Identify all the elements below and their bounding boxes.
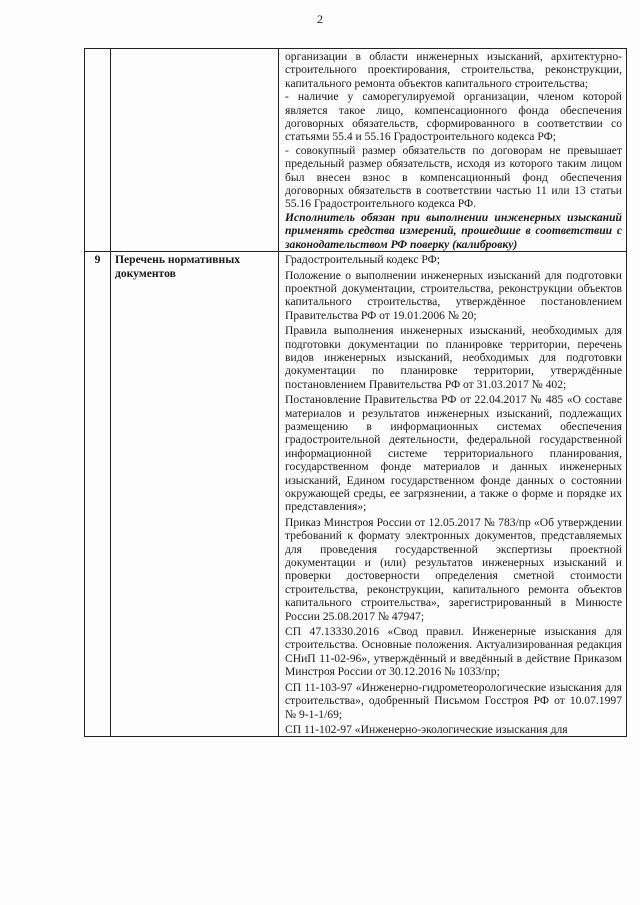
content-paragraph: Положение о выполнении инженерных изысканий для подготовки проектной документации, строительства, реконструкции объектов капитального строительства, утверждённое постановлением Правительства РФ от 19.01.2006 № 20;: [285, 268, 622, 322]
content-paragraph: Приказ Минстроя России от 12.05.2017 № 783/пр «Об утверждении требований к формату электронных документов, представляемых для проведения государственной экспертизы проектной документации и (или) результатов инженерных изысканий и проверки достоверности определения сметной стоимости строительства, реконструкции, капитального ремонта объектов капитального строительства», зарегистрированный в Минюсте России 25.08.2017 № 47947;: [285, 515, 622, 623]
content-paragraph: СП 47.13330.2016 «Свод правил. Инженерные изыскания для строительства. Основные положения. Актуализированная редакция СНиП 11-02-96», утверждённый и введённый в действие Приказом Минстроя России от 30.12.2016 № 1033/пр;: [285, 625, 622, 679]
content-paragraph: Градостроительный кодекс РФ;: [285, 253, 441, 267]
content-paragraph: - совокупный размер обязательств по договорам не превышает предельный размер обязательств, исходя из которого таким лицом был внесен взнос в компенсационный фонд обеспечения договорных обязательств в соответствии частью 11 или 13 статьи 55.16 Градостроительного кодекса РФ.: [285, 143, 622, 211]
content-paragraph: Правила выполнения инженерных изысканий, необходимых для подготовки документации по планировке территории, перечень видов инженерных изысканий, необходимых для подготовки документации по планировке территории, утверждённые постановлением Правительства РФ от 31.03.2017 № 402;: [285, 324, 622, 391]
content-paragraph: СП 11-103-97 «Инженерно-гидрометеорологические изыскания для строительства», одобренный Письмом Госстроя РФ от 10.07.1997 № 9-1-1/69;: [285, 680, 622, 721]
page-number: 2: [317, 12, 323, 26]
content-paragraph: организации в области инженерных изысканий, архитектурно-строительного проектирования, строительства, реконструкции, капитального ремонта объектов капитального строительства;: [285, 50, 622, 90]
row-content: [279, 252, 627, 737]
table-row: [85, 49, 627, 252]
emphasis-paragraph: Исполнитель обязан при выполнении инженерных изысканий применять средства измерений, прошедшие в соответствии с законодательством РФ поверку (калибровку): [285, 210, 622, 251]
content-paragraph: Постановление Правительства РФ от 22.04.2017 № 485 «О составе материалов и результатов инженерных изысканий, подлежащих размещению в информационных системах обеспечения градостроительной деятельности, федеральной государственной информационной системе территориального планирования, государственном фонде материалов и данных инженерных изысканий, Едином государственном фонде данных о состоянии окружающей среды, ее загрязнении, а также о форме и порядке их представления»;: [285, 393, 622, 514]
content-paragraph: СП 11-102-97 «Инженерно-экологические изыскания для: [285, 722, 568, 736]
row-title: [111, 49, 279, 252]
row-content: [279, 49, 627, 252]
row-number: 9: [85, 252, 111, 737]
row-title: Перечень нормативных документов: [111, 252, 279, 737]
table-row: [85, 252, 627, 737]
content-paragraph: - наличие у саморегулируемой организации, членом которой является такое лицо, компенсационного фонда обеспечения договорных обязательств, сформированного в соответствии со статьями 55.4 и 55.16 Градостроительного кодекса РФ;: [285, 90, 622, 144]
requirements-table: [84, 48, 627, 737]
row-number: [85, 49, 111, 252]
table-body: [85, 49, 627, 737]
